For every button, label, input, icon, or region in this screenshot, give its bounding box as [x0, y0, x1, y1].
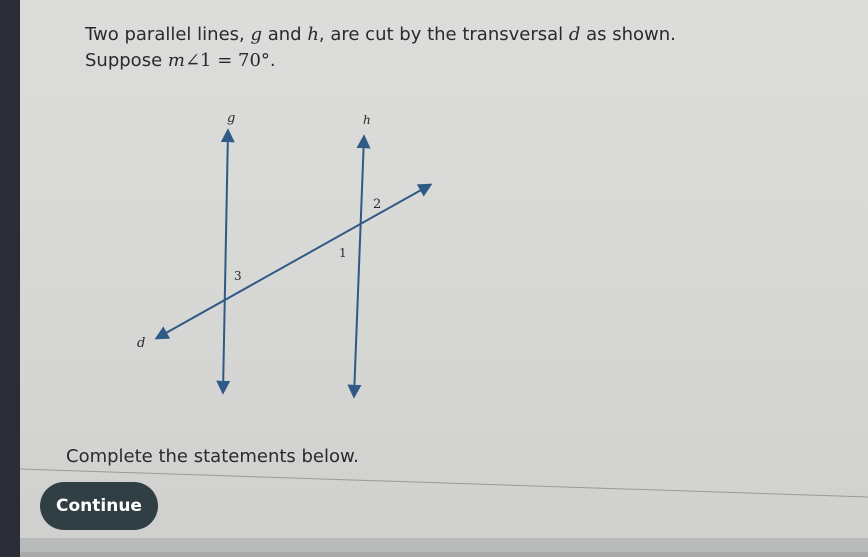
- problem-text-middle: , are cut by the transversal: [318, 24, 569, 45]
- angle-label-1: 1: [339, 246, 347, 260]
- period: .: [269, 50, 276, 71]
- problem-text-start: Two parallel lines,: [85, 24, 251, 45]
- transversal-d: [157, 185, 430, 338]
- angle-label-3: 3: [234, 269, 242, 283]
- label-d: d: [137, 336, 146, 351]
- label-h: h: [363, 113, 371, 127]
- suppose-text: Suppose: [85, 50, 168, 71]
- continue-button[interactable]: Continue: [40, 482, 158, 530]
- angle-label-2: 2: [373, 197, 382, 212]
- line-d-symbol: d: [568, 24, 581, 45]
- instructions-prompt: Complete the statements below.: [66, 446, 359, 467]
- bottom-bar-edge: [20, 552, 868, 557]
- angle-measure-expression: ∠1 = 70°: [184, 50, 270, 71]
- problem-text-and: and: [262, 24, 308, 45]
- line-g-symbol: g: [250, 24, 262, 45]
- measure-symbol: m: [167, 50, 185, 71]
- label-g: g: [227, 111, 236, 126]
- line-g: [223, 131, 228, 392]
- line-h: [354, 137, 364, 396]
- line-h-symbol: h: [307, 24, 319, 45]
- problem-text-end: as shown.: [580, 24, 676, 45]
